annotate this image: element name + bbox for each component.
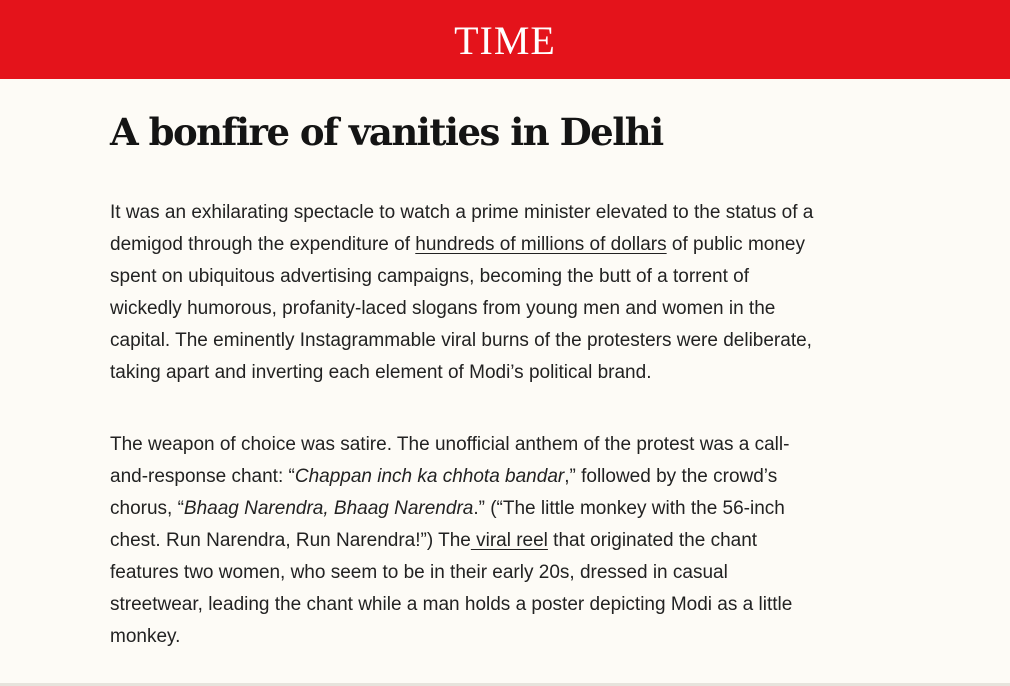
paragraph-line: spent on ubiquitous advertising campaigns, becoming the butt of a torrent of	[110, 266, 750, 287]
paragraph-line	[110, 493, 910, 525]
paragraph-line	[110, 461, 910, 493]
text-segment: and-response chant: “	[110, 466, 295, 487]
paragraph-line: wickedly humorous, profanity-laced slogans from young men and women in the	[110, 298, 776, 319]
text-segment: of public money	[666, 234, 805, 255]
paragraph-line	[110, 525, 910, 557]
paragraph-line	[110, 229, 910, 261]
text-segment: that originated the chant	[547, 530, 758, 551]
chant-italic: Chappan inch ka chhota bandar	[294, 466, 565, 487]
article-headline: A bonfire of vanities in Delhi	[110, 110, 663, 154]
paragraph-line: streetwear, leading the chant while a man holds a poster depicting Modi as a little	[110, 594, 793, 615]
paragraph-line: monkey.	[110, 626, 181, 647]
text-segment: demigod through the expenditure of	[110, 234, 416, 255]
viral-reel-link[interactable]: viral reel	[470, 530, 548, 551]
text-segment: ,” followed by the crowd’s	[564, 466, 778, 487]
paragraph-line: The weapon of choice was satire. The unofficial anthem of the protest was a call-	[110, 434, 790, 455]
hundreds-of-millions-link[interactable]: hundreds of millions of dollars	[415, 234, 667, 255]
paragraph-2	[110, 429, 910, 653]
paragraph-line: taking apart and inverting each element of Modi’s political brand.	[110, 362, 652, 383]
paragraph-line: It was an exhilarating spectacle to watch a prime minister elevated to the status of a	[110, 202, 814, 223]
time-logo[interactable]: TIME	[454, 17, 556, 63]
paragraph-1	[110, 197, 910, 389]
paragraph-line: features two women, who seem to be in their early 20s, dressed in casual	[110, 562, 728, 583]
site-header	[0, 0, 1010, 79]
chorus-italic: Bhaag Narendra, Bhaag Narendra	[183, 498, 474, 519]
text-segment: chorus, “	[110, 498, 184, 519]
paragraph-line: capital. The eminently Instagrammable viral burns of the protesters were deliberate,	[110, 330, 812, 351]
text-segment: .” (“The little monkey with the 56-inch	[473, 498, 785, 519]
text-segment: chest. Run Narendra, Run Narendra!”) The	[110, 530, 471, 551]
